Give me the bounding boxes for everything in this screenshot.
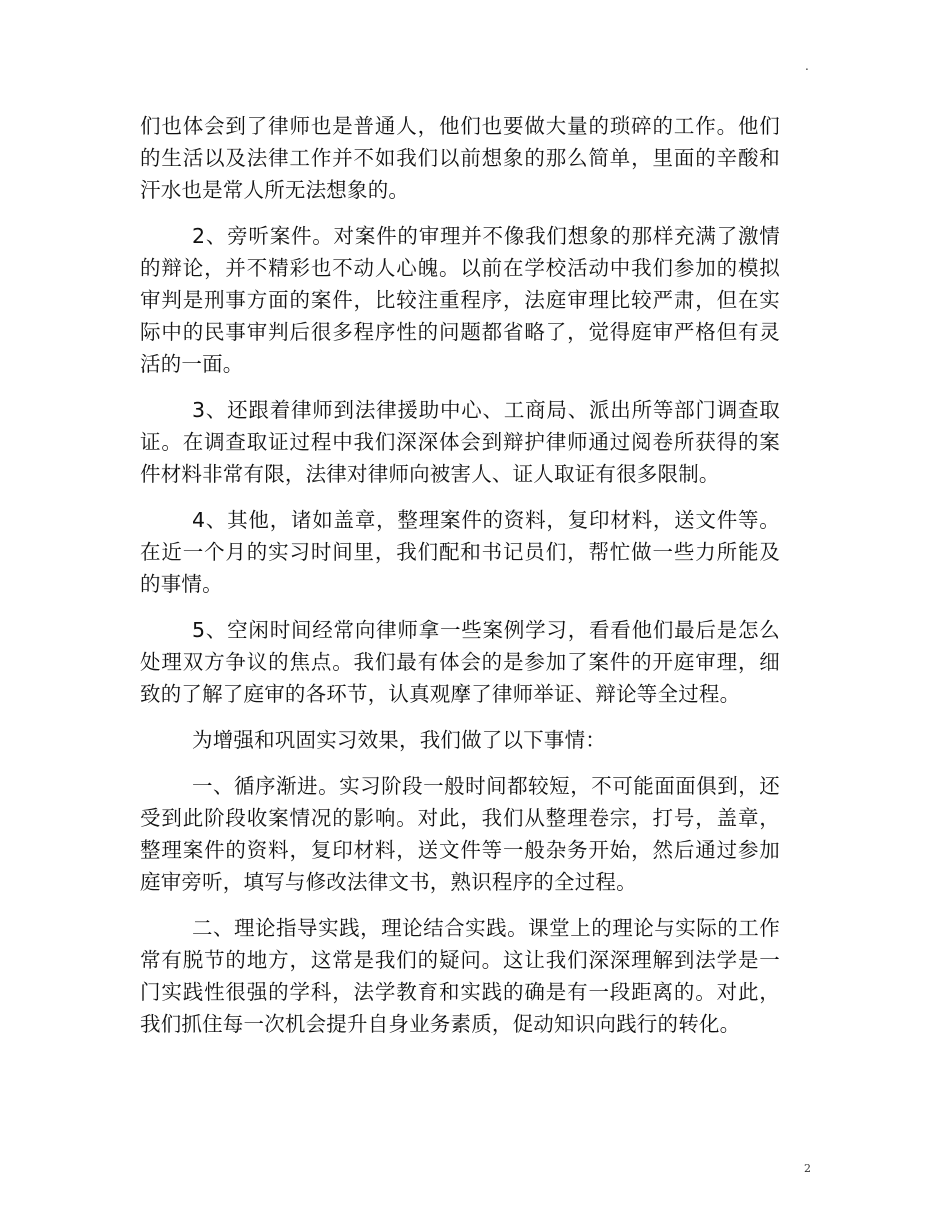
paragraph-item-3: 3、还跟着律师到法律援助中心、工商局、派出所等部门调查取证。在调查取证过程中我们深深体会到辩护律师通过阅卷所获得的案件材料非常有限，法律对律师向被害人、证人取证有很多限制。 [140,398,780,486]
page-number: 2 [804,1162,811,1175]
paragraph-item-4: 4、其他，诸如盖章，整理案件的资料，复印材料，送文件等。在近一个月的实习时间里，我们配和书记员们，帮忙做一些力所能及的事情。 [140,508,780,596]
paragraph-summary-intro: 为增强和巩固实习效果，我们做了以下事情： [192,728,606,752]
paragraph-item-5: 5、空闲时间经常向律师拿一些案例学习，看看他们最后是怎么处理双方争议的焦点。我们最有体会的是参加了案件的开庭审理，细致的了解了庭审的各环节，认真观摩了律师举证、辩论等全过程。 [140,618,780,706]
paragraph-continuation: 们也体会到了律师也是普通人，他们也要做大量的琐碎的工作。他们的生活以及法律工作并不如我们以前想象的那么简单，里面的辛酸和汗水也是常人所无法想象的。 [140,114,780,202]
paragraph-item-2: 2、旁听案件。对案件的审理并不像我们想象的那样充满了激情的辩论，并不精彩也不动人心魄。以前在学校活动中我们参加的模拟审判是刑事方面的案件，比较注重程序，法庭审理比较严肃，但在实际中的民事审判后很多程序性的问题都省略了，觉得庭审严格但有灵活的一面。 [140,224,780,376]
paragraph-point-two: 二、理论指导实践，理论结合实践。课堂上的理论与实际的工作常有脱节的地方，这常是我们的疑问。这让我们深深理解到法学是一门实践性很强的学科，法学教育和实践的确是有一段距离的。对此，我们抓住每一次机会提升自身业务素质，促动知识向践行的转化。 [140,916,780,1036]
document-body [140,110,780,1054]
paragraph-point-one: 一、循序渐进。实习阶段一般时间都较短，不可能面面俱到，还受到此阶段收案情况的影响。对此，我们从整理卷宗，打号，盖章，整理案件的资料，复印材料，送文件等一般杂务开始，然后通过参加庭审旁听，填写与修改法律文书，熟识程序的全过程。 [140,774,780,894]
corner-mark: . [805,59,809,73]
